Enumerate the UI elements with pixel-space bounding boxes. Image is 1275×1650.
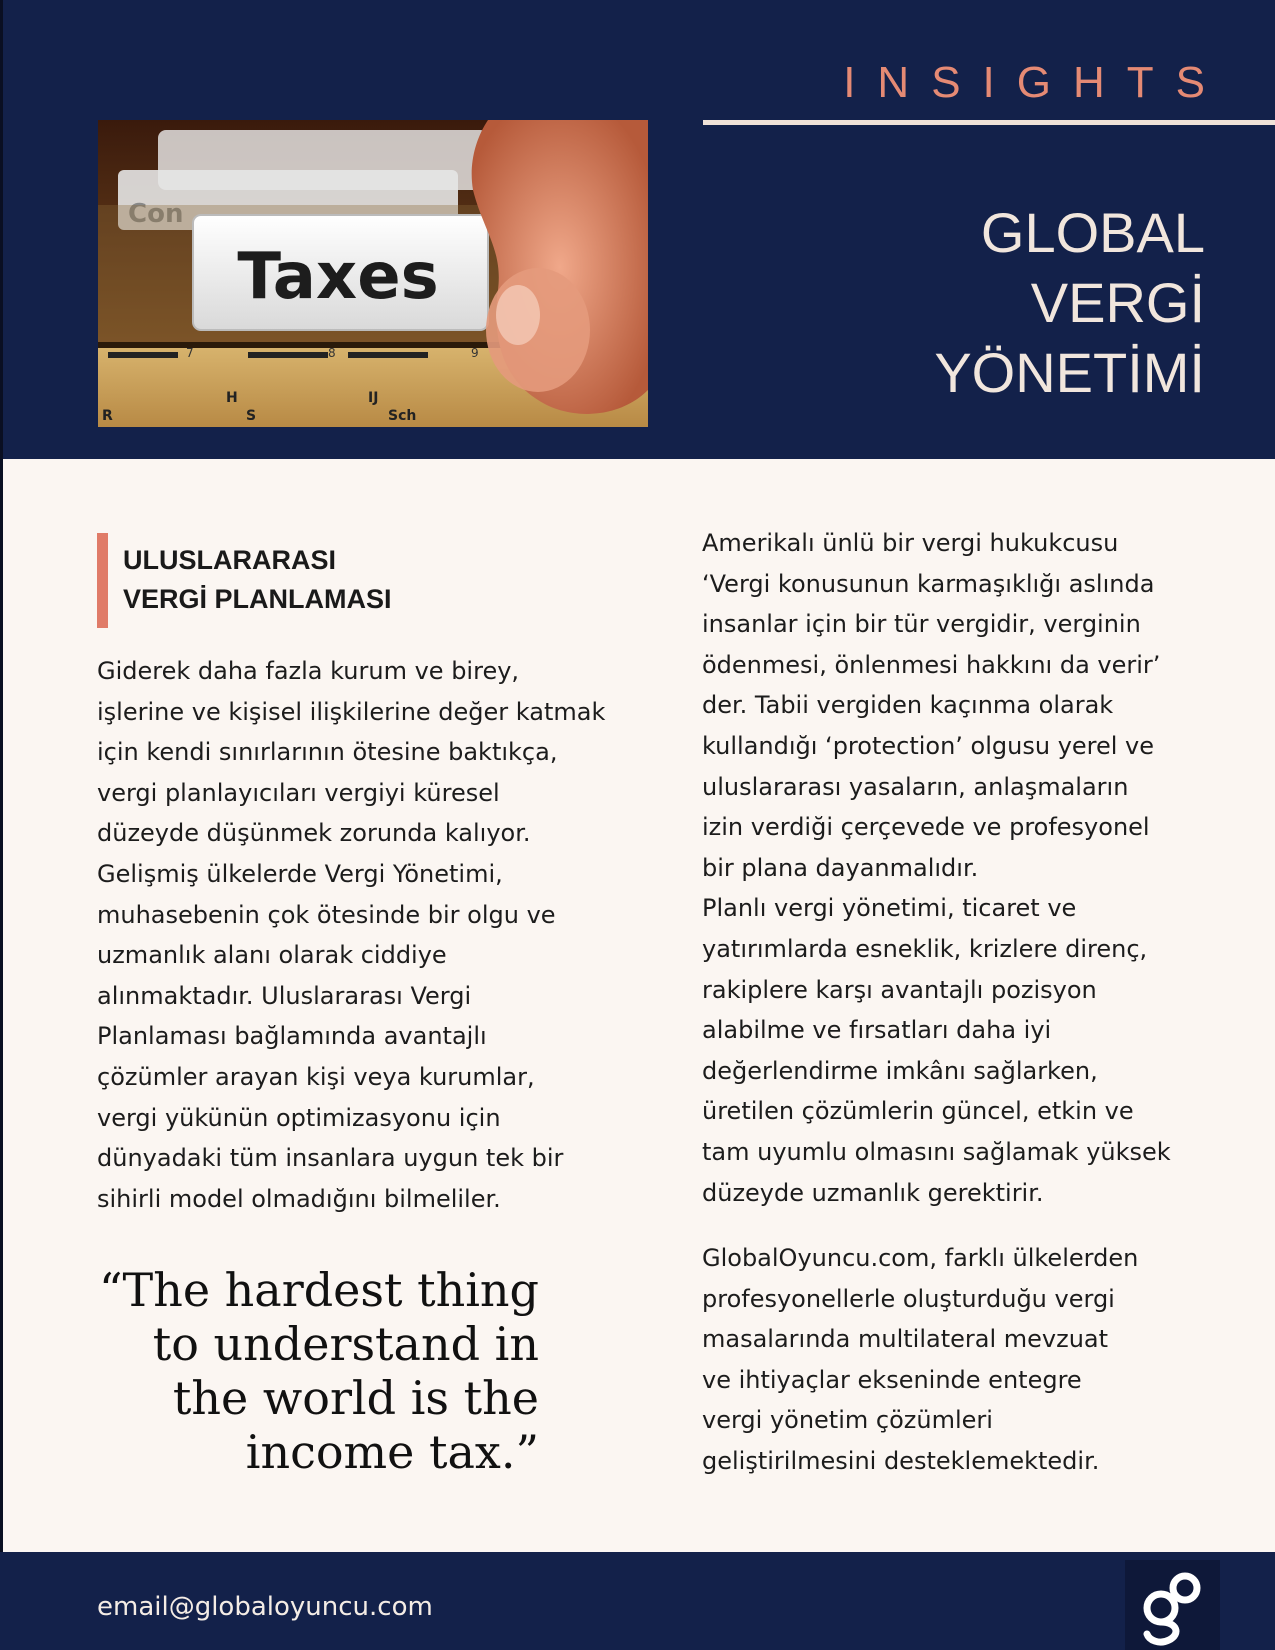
section-title-line: VERGİ PLANLAMASI [123, 584, 392, 614]
photo-letter: 7 [186, 346, 194, 360]
photo-letter: S [246, 408, 257, 424]
text-line: yatırımlarda esneklik, krizlere direnç, [702, 934, 1148, 963]
right-column-text-2 [702, 1238, 1272, 1482]
text-line: çözümler arayan kişi veya kurumlar, [97, 1062, 535, 1091]
header-divider [703, 120, 1275, 125]
text-line: uluslararası yasaların, anlaşmaların [702, 772, 1129, 801]
quote-line: to understand in [152, 1317, 539, 1371]
text-line: muhasebenin çok ötesinde bir olgu ve [97, 900, 556, 929]
section-title [123, 541, 392, 619]
text-line: alınmaktadır. Uluslararası Vergi [97, 981, 472, 1010]
contact-email[interactable]: email@globaloyuncu.com [97, 1592, 433, 1622]
left-column-text [97, 651, 667, 1219]
text-line: ‘Vergi konusunun karmaşıklığı aslında [702, 569, 1155, 598]
text-line: vergi planlayıcıları vergiyi küresel [97, 778, 500, 807]
text-line: bir plana dayanmalıdır. [702, 853, 979, 882]
text-line: düzeyde uzmanlık gerektirir. [702, 1178, 1044, 1207]
text-line: ödenmesi, önlenmesi hakkını da verir’ [702, 650, 1161, 679]
text-line: geliştirilmesini desteklemektedir. [702, 1446, 1100, 1475]
photo-letter: 8 [328, 346, 336, 360]
photo-tab-text: Taxes [237, 240, 439, 314]
title-line: YÖNETİMİ [934, 341, 1205, 404]
text-line: rakiplere karşı avantajlı pozisyon [702, 975, 1097, 1004]
text-line: GlobalOyuncu.com, farklı ülkelerden [702, 1244, 1139, 1272]
photo-letter: IJ [368, 390, 379, 406]
photo-letter: R [102, 408, 113, 424]
left-edge [0, 459, 3, 1552]
section-label: INSIGHTS [843, 58, 1227, 107]
text-line: alabilme ve fırsatları daha iyi [702, 1016, 1052, 1045]
text-line: der. Tabii vergiden kaçınma olarak [702, 691, 1114, 720]
text-line: işlerine ve kişisel ilişkilerine değer katmak [97, 697, 606, 726]
text-line: Planlaması bağlamında avantajlı [97, 1022, 487, 1051]
page-title [934, 198, 1205, 408]
text-line: Giderek daha fazla kurum ve birey, [97, 657, 520, 685]
photo-letter: 9 [471, 346, 479, 360]
globaloyuncu-logo-icon [1125, 1560, 1220, 1650]
text-line: sihirli model olmadığını bilmeliler. [97, 1184, 501, 1213]
title-line: GLOBAL [980, 201, 1205, 264]
right-column-text [702, 523, 1272, 1213]
quote-line: income tax.” [245, 1425, 539, 1479]
text-line: Amerikalı ünlü bir vergi hukukcusu [702, 529, 1119, 557]
text-line: masalarında multilateral mevzuat [702, 1325, 1109, 1354]
text-line: Planlı vergi yönetimi, ticaret ve [702, 894, 1077, 923]
text-line: izin verdiği çerçevede ve profesyonel [702, 813, 1150, 842]
text-line: dünyadaki tüm insanlara uygun tek bir [97, 1144, 564, 1173]
text-line: vergi yönetim çözümleri [702, 1406, 993, 1435]
photo-letter: Sch [388, 408, 417, 424]
quote-line: the world is the [172, 1371, 539, 1425]
text-line: kullandığı ‘protection’ olgusu yerel ve [702, 731, 1155, 760]
photo-letter: H [226, 390, 238, 406]
section-title-line: ULUSLARARASI [123, 545, 336, 575]
taxes-folder-photo [98, 120, 648, 427]
text-line: değerlendirme imkânı sağlarken, [702, 1056, 1098, 1085]
quote-line: “The hardest thing [99, 1263, 539, 1317]
text-line: vergi yükünün optimizasyonu için [97, 1103, 501, 1132]
title-line: VERGİ [1030, 271, 1205, 334]
text-line: profesyonellerle oluşturduğu vergi [702, 1284, 1115, 1313]
text-line: Gelişmiş ülkelerde Vergi Yönetimi, [97, 859, 503, 888]
text-line: insanlar için bir tür vergidir, verginin [702, 610, 1141, 639]
text-line: uzmanlık alanı olarak ciddiye [97, 941, 447, 970]
text-line: tam uyumlu olmasını sağlamak yüksek [702, 1137, 1171, 1166]
text-line: düzeyde düşünmek zorunda kalıyor. [97, 819, 531, 848]
text-line: ve ihtiyaçlar ekseninde entegre [702, 1365, 1082, 1394]
text-line: için kendi sınırlarının ötesine baktıkça, [97, 738, 558, 767]
pull-quote [79, 1263, 539, 1479]
section-accent-bar [97, 533, 108, 628]
text-line: üretilen çözümlerin güncel, etkin ve [702, 1097, 1134, 1126]
photo-back-tab-text: Con [128, 199, 184, 229]
